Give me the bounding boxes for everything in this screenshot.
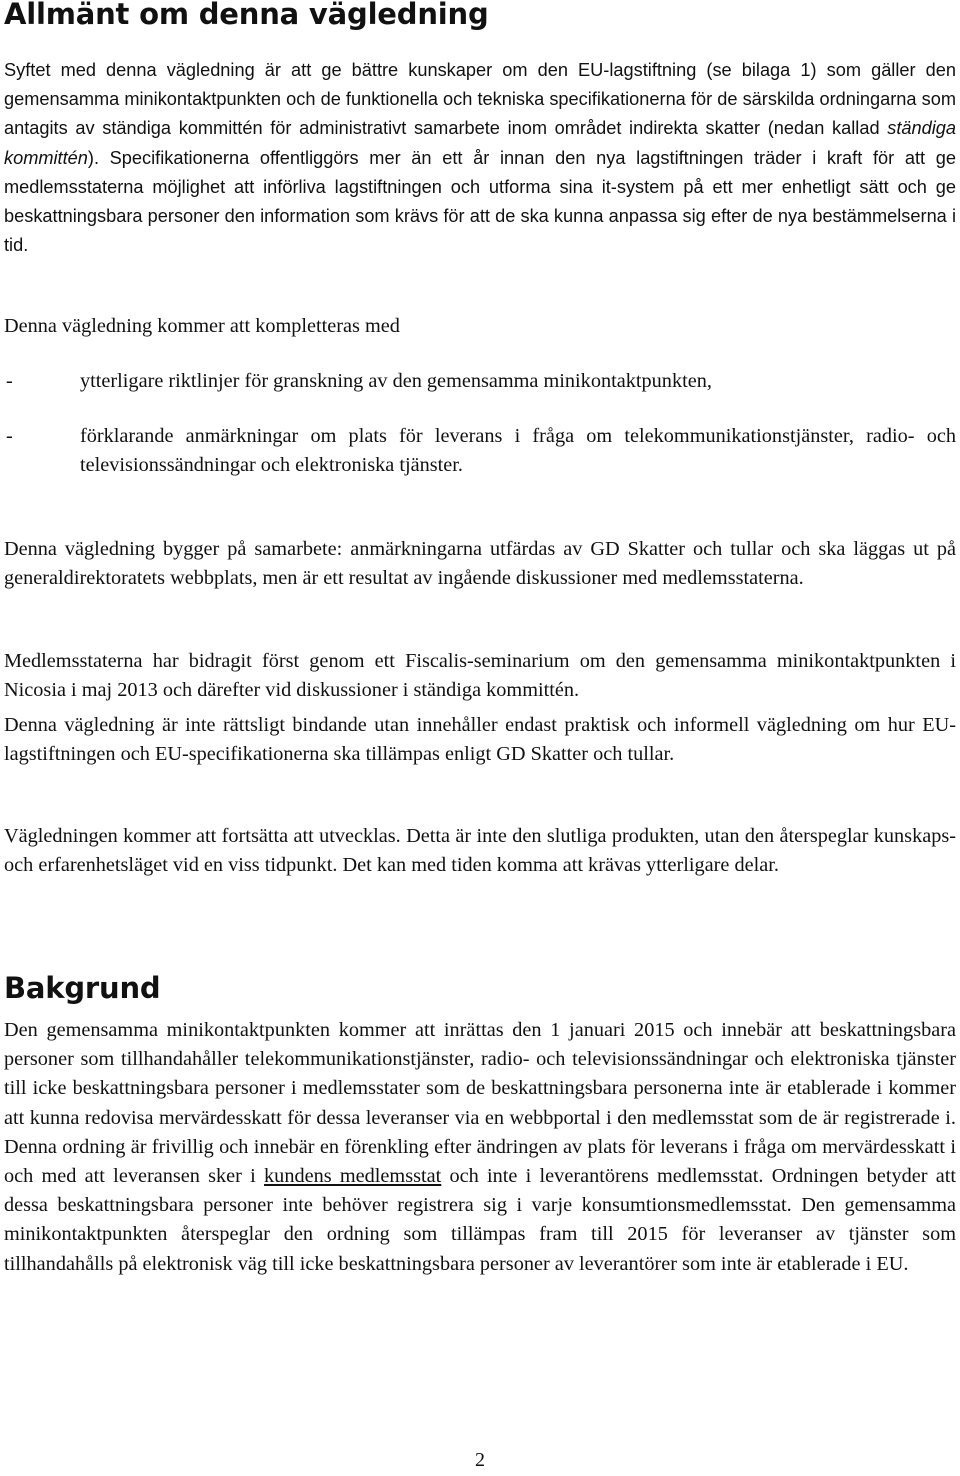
underlined-term: kundens medlemsstat — [264, 1165, 442, 1188]
intro-italic-term: ständiga kommittén — [4, 118, 956, 168]
continue-paragraph: Vägledningen kommer att fortsätta att utvecklas. Detta är inte den slutliga produkten, utan den återspeglar kunskaps- och erfarenhetsläget vid en viss tidpunkt. Det kan med tiden komma att krävas ytterligare delar. — [4, 825, 956, 877]
bullet-text: ytterligare riktlinjer för granskning av den gemensamma minikontaktpunkten, — [80, 370, 712, 392]
member-states-paragraph: Medlemsstaterna har bidragit först genom ett Fiscalis-seminarium om den gemensamma minikontaktpunkten i Nicosia i maj 2013 och därefter vid diskussioner i ständiga kommittén. — [4, 650, 956, 702]
background-text-end: och inte i leverantörens medlemsstat. Ordningen betyder att dessa beskattningsbara personer inte behöver registrera sig i varje konsumtionsmedlemsstat. Den gemensamma minikontaktpunkten återspeglar den ordning som tillämpas fram till 2015 för leveranser av tjänster som tillhandahålls på elektronisk väg till icke beskattningsbara personer av leverantörer som inte är etablerade i EU. — [4, 1165, 957, 1275]
page-number: 2 — [475, 1449, 485, 1471]
bullet-dash: - — [6, 370, 13, 392]
list-item — [4, 367, 956, 396]
not-binding-paragraph: Denna vägledning är inte rättsligt bindande utan innehåller endast praktisk och informell vägledning om hur EU-lagstiftningen och EU-specifikationerna ska tillämpas enligt GD Skatter och tullar. — [4, 714, 956, 766]
section-heading-general: Allmänt om denna vägledning — [4, 0, 489, 31]
intro-text-start: Syftet med denna vägledning är att ge bättre kunskaper om den EU-lagstiftning (se bilaga 1) som gäller den gemensamma minikontaktpunkten och de funktionella och tekniska specifikationerna för de särskilda ordningarna som antagits av ständiga kommittén för administrativt samarbete inom området indirekta skatter (nedan kallad — [4, 60, 956, 139]
bullet-dash: - — [6, 425, 13, 447]
intro-text-end: ). Specifikationerna offentliggörs mer än ett år innan den nya lagstiftningen träder i kraft för att ge medlemsstaterna möjlighet att införliva lagstiftningen och utforma sina it-system på ett mer enhetligt sätt och ge beskattningsbara personer den information som krävs för att de ska kunna anpassa sig efter de nya bestämmelserna i tid. — [4, 147, 956, 256]
complement-intro: Denna vägledning kommer att kompletteras med — [4, 315, 400, 337]
list-item — [4, 422, 956, 480]
section-heading-background: Bakgrund — [4, 971, 161, 1005]
background-paragraph — [4, 1016, 956, 1279]
background-text-start: Den gemensamma minikontaktpunkten kommer att inrättas den 1 januari 2015 och innebär att beskattningsbara personer som tillhandahåller telekommunikationstjänster, radio- och televisionssändningar och elektroniska tjänster till icke beskattningsbara personer i medlemsstater som de beskattningsbara personerna inte är etablerade i kommer att kunna redovisa mervärdesskatt för dessa leveranser via en webbportal i den medlemsstat som de är registrerade i. Denna ordning är frivillig och innebär en förenkling efter ändringen av plats för leverans i fråga om mervärdesskatt i och med att leveransen sker i — [4, 1019, 956, 1188]
bullet-text: förklarande anmärkningar om plats för leverans i fråga om telekommunikationstjänster, radio- och televisionssändningar och elektroniska tjänster. — [80, 425, 956, 477]
intro-paragraph — [4, 56, 956, 260]
cooperation-paragraph: Denna vägledning bygger på samarbete: anmärkningarna utfärdas av GD Skatter och tullar och ska läggas ut på generaldirektoratets webbplats, men är ett resultat av ingående diskussioner med medlemsstaterna. — [4, 538, 956, 590]
